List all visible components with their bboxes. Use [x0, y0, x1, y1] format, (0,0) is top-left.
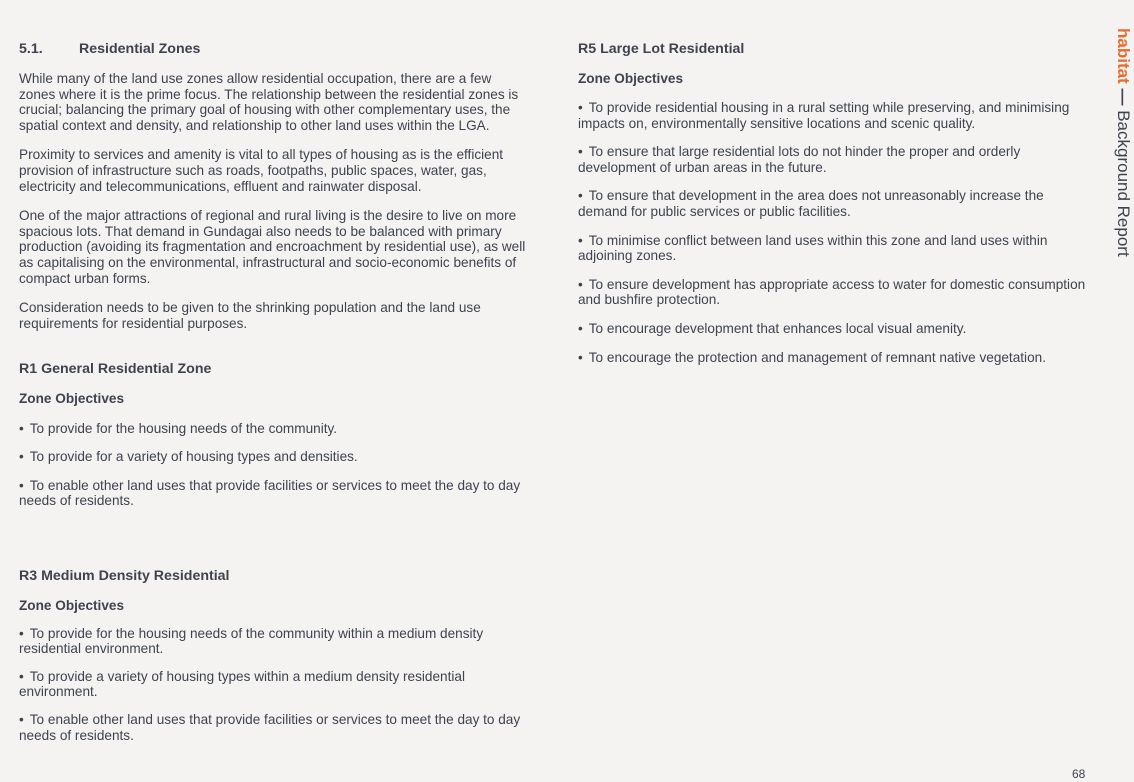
r1-objectives-heading: Zone Objectives: [19, 391, 125, 407]
list-item: • To minimise conflict between land uses within this zone and land uses within adjoining zones.: [578, 232, 1048, 264]
section-title: Residential Zones: [79, 41, 201, 57]
section-heading: [19, 41, 531, 57]
title-separator: —: [1114, 88, 1133, 106]
r3-zone-title: R3 Medium Density Residential: [19, 567, 230, 584]
paragraph-1: While many of the land use zones allow residential occupation, there are a few zones where it is the prime focus. The relationship between the residential zones is crucial; balancing the primary goal of housing with other complementary uses, the spatial context and density, and relationship to other land uses within the LGA.: [19, 71, 519, 133]
bullet-icon: •: [578, 349, 583, 365]
r5-zone-title: R5 Large Lot Residential: [578, 41, 745, 57]
bullet-icon: •: [19, 625, 24, 641]
left-column: [19, 41, 531, 743]
bullet-icon: •: [19, 668, 24, 684]
bullet-icon: •: [578, 188, 583, 204]
report-side-title: [1113, 28, 1133, 257]
list-item: • To provide residential housing in a rural setting while preserving, and minimising impacts on, environmentally sensitive locations and scenic quality.: [578, 100, 1070, 131]
right-column: [578, 41, 1093, 365]
bullet-icon: •: [578, 100, 583, 115]
r3-objectives-list: [19, 626, 531, 744]
bullet-icon: •: [19, 712, 24, 728]
list-item: • To provide a variety of housing types within a medium density residential environment.: [19, 668, 465, 700]
bullet-icon: •: [19, 477, 24, 493]
list-item: • To ensure that large residential lots do not hinder the proper and orderly development of urban areas in the future.: [578, 144, 1021, 175]
bullet-icon: •: [578, 232, 583, 248]
page-number: 68: [1072, 767, 1086, 781]
paragraph-3: One of the major attractions of regional and rural living is the desire to live on more spacious lots. That demand in Gundagai also needs to be balanced with primary production (avoiding its fragmentation and encroachment by residential use), as well as capitalising on the environmental, infrastructural and socio-economic benefits of compact urban forms.: [19, 208, 526, 286]
list-item: • To provide for the housing needs of the community.: [19, 421, 338, 437]
list-item: • To enable other land uses that provide facilities or services to meet the day to day needs of residents.: [19, 477, 521, 509]
bullet-icon: •: [578, 276, 583, 292]
r1-zone-title: R1 General Residential Zone: [19, 361, 212, 378]
list-item: • To provide for a variety of housing types and densities.: [19, 448, 358, 464]
list-item: • To ensure development has appropriate access to water for domestic consumption and bushfire protection.: [578, 276, 1086, 308]
paragraph-4: Consideration needs to be given to the shrinking population and the land use requirements for residential purposes.: [19, 300, 481, 331]
r1-objectives-list: [19, 421, 531, 508]
report-title: Background Report: [1114, 110, 1133, 257]
bullet-icon: •: [578, 144, 583, 160]
r5-objectives-list: [578, 100, 1093, 365]
list-item: • To enable other land uses that provide facilities or services to meet the day to day needs of residents.: [19, 712, 521, 743]
list-item: • To provide for the housing needs of the community within a medium density residential environment.: [19, 625, 484, 657]
paragraph-2: Proximity to services and amenity is vital to all types of housing as is the efficient provision of infrastructure such as roads, footpaths, public spaces, water, gas, electricity and telecommunications, effluent and rainwater disposal.: [19, 147, 504, 194]
list-item: • To ensure that development in the area does not unreasonably increase the demand for public services or public facilities.: [578, 188, 1044, 219]
bullet-icon: •: [578, 320, 583, 336]
list-item: • To encourage the protection and management of remnant native vegetation.: [578, 349, 1046, 365]
r3-objectives-heading: Zone Objectives: [19, 597, 125, 613]
bullet-icon: •: [19, 421, 24, 437]
bullet-icon: •: [19, 448, 24, 464]
habitat-logo: habitat: [1114, 28, 1133, 84]
list-item: • To encourage development that enhances local visual amenity.: [578, 320, 967, 336]
section-number: 5.1.: [19, 41, 43, 57]
r5-objectives-heading: Zone Objectives: [578, 71, 684, 86]
